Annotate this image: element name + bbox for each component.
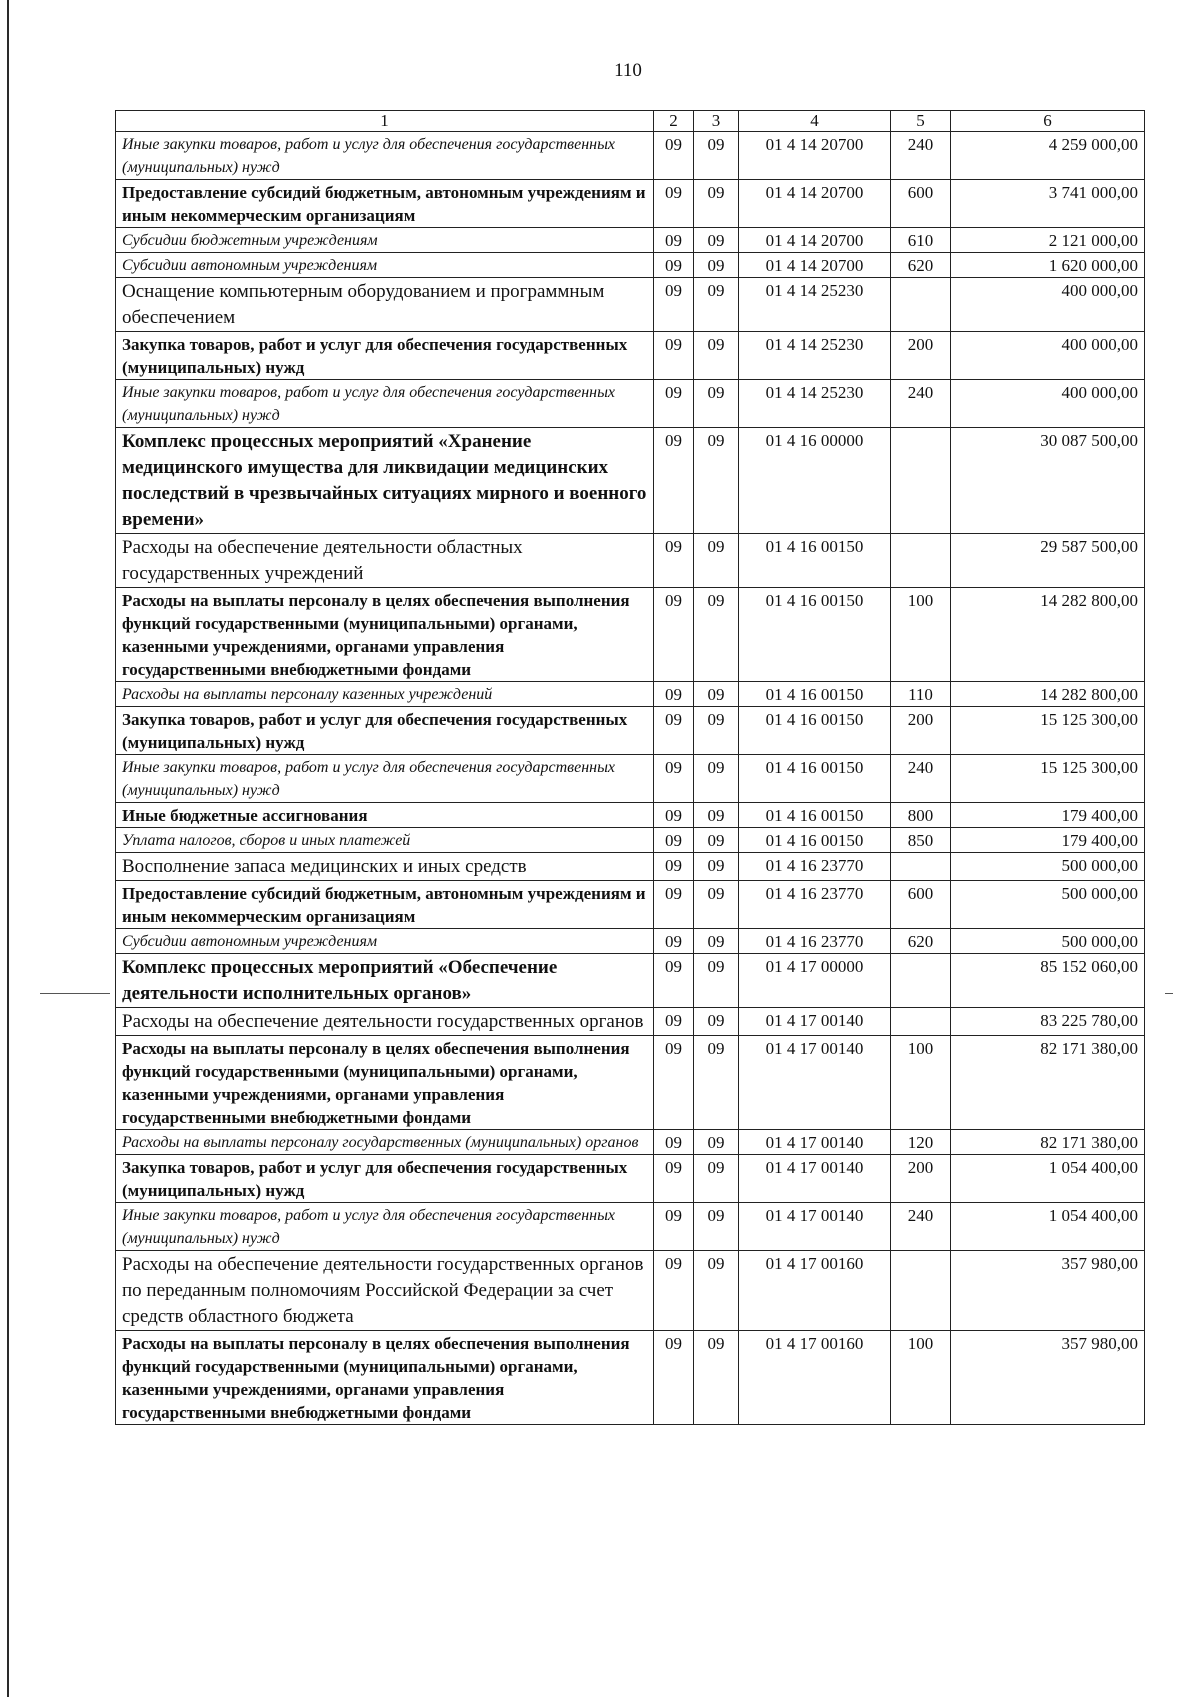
amount-cell: 400 000,00 [951, 332, 1145, 380]
table-row [116, 853, 1145, 881]
expense-type-cell [891, 534, 951, 588]
table-row [116, 1130, 1145, 1155]
section-cell: 09 [654, 1203, 694, 1251]
expense-type-cell [891, 428, 951, 534]
expense-type-cell: 610 [891, 228, 951, 253]
expense-type-cell: 120 [891, 1130, 951, 1155]
table-row [116, 534, 1145, 588]
name-cell: Расходы на выплаты персоналу в целях обеспечения выполнения функций государственными (муниципальными) органами, казенными учреждениями, органами управления государственными внебюджетными фондами [116, 588, 654, 682]
subsection-cell: 09 [694, 1203, 739, 1251]
subsection-cell: 09 [694, 1251, 739, 1331]
amount-cell: 82 171 380,00 [951, 1036, 1145, 1130]
table-row [116, 180, 1145, 228]
target-article-cell: 01 4 16 23770 [739, 929, 891, 954]
target-article-cell: 01 4 14 20700 [739, 132, 891, 180]
target-article-cell: 01 4 17 00140 [739, 1130, 891, 1155]
expense-type-cell: 240 [891, 1203, 951, 1251]
header-cell-4: 4 [739, 111, 891, 132]
expense-type-cell: 240 [891, 380, 951, 428]
section-cell: 09 [654, 278, 694, 332]
target-article-cell: 01 4 16 00150 [739, 534, 891, 588]
name-cell: Расходы на выплаты персоналу в целях обеспечения выполнения функций государственными (муниципальными) органами, казенными учреждениями, органами управления государственными внебюджетными фондами [116, 1036, 654, 1130]
name-cell: Комплекс процессных мероприятий «Обеспечение деятельности исполнительных органов» [116, 954, 654, 1008]
amount-cell: 1 054 400,00 [951, 1203, 1145, 1251]
target-article-cell: 01 4 17 00000 [739, 954, 891, 1008]
name-cell: Расходы на обеспечение деятельности государственных органов по переданным полномочиям Российской Федерации за счет средств областного бюджета [116, 1251, 654, 1331]
budget-table [115, 110, 1145, 1425]
name-cell: Иные закупки товаров, работ и услуг для обеспечения государственных (муниципальных) нужд [116, 380, 654, 428]
expense-type-cell: 600 [891, 881, 951, 929]
expense-type-cell: 240 [891, 755, 951, 803]
target-article-cell: 01 4 14 20700 [739, 228, 891, 253]
name-cell: Субсидии автономным учреждениям [116, 929, 654, 954]
subsection-cell: 09 [694, 332, 739, 380]
amount-cell: 83 225 780,00 [951, 1008, 1145, 1036]
subsection-cell: 09 [694, 828, 739, 853]
name-cell: Иные бюджетные ассигнования [116, 803, 654, 828]
section-cell: 09 [654, 1036, 694, 1130]
target-article-cell: 01 4 17 00140 [739, 1155, 891, 1203]
name-cell: Иные закупки товаров, работ и услуг для обеспечения государственных (муниципальных) нужд [116, 1203, 654, 1251]
subsection-cell: 09 [694, 1036, 739, 1130]
target-article-cell: 01 4 16 00000 [739, 428, 891, 534]
section-cell: 09 [654, 803, 694, 828]
section-cell: 09 [654, 881, 694, 929]
header-cell-2: 2 [654, 111, 694, 132]
expense-type-cell: 200 [891, 332, 951, 380]
subsection-cell: 09 [694, 588, 739, 682]
section-cell: 09 [654, 332, 694, 380]
expense-type-cell [891, 1251, 951, 1331]
amount-cell: 3 741 000,00 [951, 180, 1145, 228]
name-cell: Восполнение запаса медицинских и иных средств [116, 853, 654, 881]
amount-cell: 500 000,00 [951, 881, 1145, 929]
expense-type-cell: 620 [891, 253, 951, 278]
section-cell: 09 [654, 1155, 694, 1203]
amount-cell: 4 259 000,00 [951, 132, 1145, 180]
table-row [116, 929, 1145, 954]
name-cell: Расходы на выплаты персоналу казенных учреждений [116, 682, 654, 707]
expense-type-cell: 200 [891, 707, 951, 755]
amount-cell: 400 000,00 [951, 380, 1145, 428]
subsection-cell: 09 [694, 132, 739, 180]
subsection-cell: 09 [694, 228, 739, 253]
target-article-cell: 01 4 16 00150 [739, 828, 891, 853]
section-cell: 09 [654, 1130, 694, 1155]
target-article-cell: 01 4 17 00140 [739, 1036, 891, 1130]
section-cell: 09 [654, 828, 694, 853]
header-cell-1: 1 [116, 111, 654, 132]
amount-cell: 85 152 060,00 [951, 954, 1145, 1008]
section-cell: 09 [654, 588, 694, 682]
amount-cell: 179 400,00 [951, 828, 1145, 853]
target-article-cell: 01 4 16 23770 [739, 853, 891, 881]
subsection-cell: 09 [694, 1008, 739, 1036]
target-article-cell: 01 4 16 00150 [739, 707, 891, 755]
expense-type-cell: 620 [891, 929, 951, 954]
scan-mark [1165, 993, 1173, 994]
subsection-cell: 09 [694, 929, 739, 954]
expense-type-cell: 100 [891, 588, 951, 682]
expense-type-cell: 200 [891, 1155, 951, 1203]
amount-cell: 15 125 300,00 [951, 707, 1145, 755]
amount-cell: 82 171 380,00 [951, 1130, 1145, 1155]
name-cell: Закупка товаров, работ и услуг для обеспечения государственных (муниципальных) нужд [116, 707, 654, 755]
section-cell: 09 [654, 253, 694, 278]
amount-cell: 14 282 800,00 [951, 588, 1145, 682]
expense-type-cell [891, 954, 951, 1008]
amount-cell: 500 000,00 [951, 853, 1145, 881]
section-cell: 09 [654, 755, 694, 803]
section-cell: 09 [654, 1331, 694, 1425]
amount-cell: 357 980,00 [951, 1251, 1145, 1331]
name-cell: Расходы на выплаты персоналу в целях обеспечения выполнения функций государственными (муниципальными) органами, казенными учреждениями, органами управления государственными внебюджетными фондами [116, 1331, 654, 1425]
subsection-cell: 09 [694, 803, 739, 828]
section-cell: 09 [654, 682, 694, 707]
table-row [116, 954, 1145, 1008]
section-cell: 09 [654, 1008, 694, 1036]
page-number: 110 [614, 60, 642, 81]
table-row [116, 428, 1145, 534]
target-article-cell: 01 4 17 00140 [739, 1008, 891, 1036]
expense-type-cell: 600 [891, 180, 951, 228]
target-article-cell: 01 4 14 20700 [739, 253, 891, 278]
name-cell: Оснащение компьютерным оборудованием и программным обеспечением [116, 278, 654, 332]
section-cell: 09 [654, 228, 694, 253]
header-cell-3: 3 [694, 111, 739, 132]
scan-mark [40, 993, 110, 994]
amount-cell: 1 054 400,00 [951, 1155, 1145, 1203]
name-cell: Субсидии бюджетным учреждениям [116, 228, 654, 253]
table-row [116, 803, 1145, 828]
target-article-cell: 01 4 17 00160 [739, 1331, 891, 1425]
amount-cell: 15 125 300,00 [951, 755, 1145, 803]
header-cell-5: 5 [891, 111, 951, 132]
table-row [116, 881, 1145, 929]
name-cell: Субсидии автономным учреждениям [116, 253, 654, 278]
expense-type-cell: 240 [891, 132, 951, 180]
expense-type-cell: 800 [891, 803, 951, 828]
name-cell: Закупка товаров, работ и услуг для обеспечения государственных (муниципальных) нужд [116, 1155, 654, 1203]
subsection-cell: 09 [694, 380, 739, 428]
expense-type-cell [891, 278, 951, 332]
subsection-cell: 09 [694, 853, 739, 881]
table-row [116, 1155, 1145, 1203]
name-cell: Расходы на выплаты персоналу государственных (муниципальных) органов [116, 1130, 654, 1155]
subsection-cell: 09 [694, 180, 739, 228]
name-cell: Предоставление субсидий бюджетным, автономным учреждениям и иным некоммерческим организациям [116, 881, 654, 929]
amount-cell: 179 400,00 [951, 803, 1145, 828]
section-cell: 09 [654, 380, 694, 428]
subsection-cell: 09 [694, 954, 739, 1008]
table-row [116, 1203, 1145, 1251]
expense-type-cell [891, 1008, 951, 1036]
target-article-cell: 01 4 17 00140 [739, 1203, 891, 1251]
table-row [116, 682, 1145, 707]
header-row [116, 111, 1145, 132]
subsection-cell: 09 [694, 428, 739, 534]
name-cell: Комплекс процессных мероприятий «Хранение медицинского имущества для ликвидации медицинских последствий в чрезвычайных ситуациях мирного и военного времени» [116, 428, 654, 534]
subsection-cell: 09 [694, 1155, 739, 1203]
target-article-cell: 01 4 14 25230 [739, 380, 891, 428]
table-row [116, 380, 1145, 428]
expense-type-cell: 110 [891, 682, 951, 707]
subsection-cell: 09 [694, 1331, 739, 1425]
name-cell: Закупка товаров, работ и услуг для обеспечения государственных (муниципальных) нужд [116, 332, 654, 380]
subsection-cell: 09 [694, 682, 739, 707]
target-article-cell: 01 4 17 00160 [739, 1251, 891, 1331]
subsection-cell: 09 [694, 755, 739, 803]
name-cell: Уплата налогов, сборов и иных платежей [116, 828, 654, 853]
section-cell: 09 [654, 132, 694, 180]
target-article-cell: 01 4 16 00150 [739, 755, 891, 803]
section-cell: 09 [654, 707, 694, 755]
subsection-cell: 09 [694, 1130, 739, 1155]
table-row [116, 1331, 1145, 1425]
table-row [116, 253, 1145, 278]
target-article-cell: 01 4 14 25230 [739, 278, 891, 332]
table-row [116, 707, 1145, 755]
name-cell: Иные закупки товаров, работ и услуг для обеспечения государственных (муниципальных) нужд [116, 755, 654, 803]
amount-cell: 500 000,00 [951, 929, 1145, 954]
subsection-cell: 09 [694, 707, 739, 755]
amount-cell: 14 282 800,00 [951, 682, 1145, 707]
amount-cell: 357 980,00 [951, 1331, 1145, 1425]
name-cell: Расходы на обеспечение деятельности областных государственных учреждений [116, 534, 654, 588]
target-article-cell: 01 4 16 00150 [739, 588, 891, 682]
amount-cell: 30 087 500,00 [951, 428, 1145, 534]
expense-type-cell: 100 [891, 1036, 951, 1130]
table-row [116, 588, 1145, 682]
expense-type-cell: 850 [891, 828, 951, 853]
subsection-cell: 09 [694, 534, 739, 588]
table-row [116, 332, 1145, 380]
target-article-cell: 01 4 14 20700 [739, 180, 891, 228]
target-article-cell: 01 4 14 25230 [739, 332, 891, 380]
section-cell: 09 [654, 180, 694, 228]
target-article-cell: 01 4 16 23770 [739, 881, 891, 929]
section-cell: 09 [654, 428, 694, 534]
amount-cell: 29 587 500,00 [951, 534, 1145, 588]
amount-cell: 1 620 000,00 [951, 253, 1145, 278]
binding-edge-line [7, 0, 9, 1697]
table-row [116, 1036, 1145, 1130]
table-row [116, 828, 1145, 853]
name-cell: Иные закупки товаров, работ и услуг для обеспечения государственных (муниципальных) нужд [116, 132, 654, 180]
table-row [116, 1251, 1145, 1331]
table-row [116, 1008, 1145, 1036]
table-row [116, 755, 1145, 803]
subsection-cell: 09 [694, 278, 739, 332]
table-row [116, 278, 1145, 332]
name-cell: Предоставление субсидий бюджетным, автономным учреждениям и иным некоммерческим организациям [116, 180, 654, 228]
expense-type-cell [891, 853, 951, 881]
subsection-cell: 09 [694, 881, 739, 929]
budget-table-body [116, 111, 1145, 1425]
table-row [116, 228, 1145, 253]
target-article-cell: 01 4 16 00150 [739, 803, 891, 828]
table-row [116, 132, 1145, 180]
name-cell: Расходы на обеспечение деятельности государственных органов [116, 1008, 654, 1036]
section-cell: 09 [654, 929, 694, 954]
expense-type-cell: 100 [891, 1331, 951, 1425]
section-cell: 09 [654, 1251, 694, 1331]
section-cell: 09 [654, 954, 694, 1008]
header-cell-6: 6 [951, 111, 1145, 132]
amount-cell: 2 121 000,00 [951, 228, 1145, 253]
amount-cell: 400 000,00 [951, 278, 1145, 332]
section-cell: 09 [654, 534, 694, 588]
section-cell: 09 [654, 853, 694, 881]
target-article-cell: 01 4 16 00150 [739, 682, 891, 707]
subsection-cell: 09 [694, 253, 739, 278]
